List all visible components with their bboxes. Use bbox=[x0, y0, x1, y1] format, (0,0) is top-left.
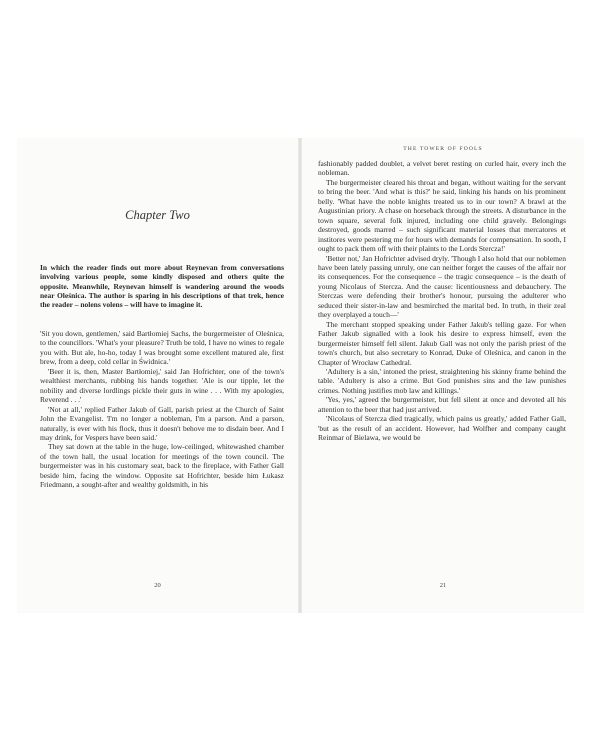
page-number-left: 20 bbox=[154, 582, 161, 589]
paragraph: 'Nicolaus of Stercza died tragically, which pains us greatly,' added Father Gall, 'but as the result of an accident. However, had Wolfher and company caught Reinmar of Bielawa, we would be bbox=[318, 414, 566, 443]
paragraph: 'Adultery is a sin,' intoned the priest, straightening his skinny frame behind the table. 'Adultery is also a crime. But God punishes sins and the law punishes crimes. Nothing justifies mob law and killings.' bbox=[318, 366, 566, 395]
paragraph: 'Yes, yes,' agreed the burgermeister, but fell silent at once and devoted all his attention to the beer that had just arrived. bbox=[318, 395, 566, 414]
right-body-text bbox=[318, 159, 566, 443]
paragraph: They sat down at the table in the huge, low-ceilinged, whitewashed chamber of the town hall, the usual location for meetings of the town council. The burgermeister was in his customary seat, back to the fireplace, with Father Gall beside him, facing the window. Opposite sat Hofrichter, beside him Łukasz Friedmann, a sought-after and wealthy goldsmith, in his bbox=[40, 442, 284, 490]
left-page bbox=[17, 138, 298, 613]
paragraph: 'Better not,' Jan Hofrichter advised dryly. 'Though I also hold that our noblemen have been lately passing unruly, one can neither forget the causes of the affair nor its consequences. For the consequence – the tragic consequence – is the death of young Nicolaus of Stercza. And the cause: licentiousness and debauchery. The Sterczas were defending their brother's honour, pursuing the adulterer who seduced their sister-in-law and besmirched the marital bed. In truth, in their zeal they overplayed a touch—' bbox=[318, 253, 566, 320]
chapter-title: Chapter Two bbox=[125, 208, 190, 222]
chapter-synopsis: In which the reader finds out more about Reynevan from conversations involving various people, some kindly disposed and others quite the opposite. Meanwhile, Reynevan himself is wandering around the woods near Oleśnica. The author is sparing in his descriptions of that trek, hence the reader – nolens volens – will have to imagine it. bbox=[40, 263, 284, 310]
paragraph: 'Sit you down, gentlemen,' said Bartłomiej Sachs, the burgermeister of Oleśnica, to the councillors. 'What's your pleasure? Truth be told, I have no wines to regale you with. But ale, ho-ho, today I was brought some excellent matured ale, first brew, from a deep, cold cellar in Świdnica.' bbox=[40, 329, 284, 367]
paragraph: The merchant stopped speaking under Father Jakub's telling gaze. For when Father Jakub signalled with a look his desire to express himself, even the burgermeister himself fell silent. Jakub Gall was not only the parish priest of the town's church, but also secretary to Konrad, Duke of Oleśnica, and canon in the Chapter of Wrocław Cathedral. bbox=[318, 319, 566, 367]
paragraph: 'Not at all,' replied Father Jakub of Gall, parish priest at the Church of Saint John the Evangelist. 'I'm no longer a nobleman, I'm a parson. And a parson, naturally, is ever with his flock, thus it doesn't behove me to disdain beer. And I may drink, for Vespers have been said.' bbox=[40, 404, 284, 442]
page-number-right: 21 bbox=[439, 582, 447, 589]
running-head: THE TOWER OF FOOLS bbox=[403, 146, 483, 152]
right-page bbox=[302, 138, 584, 613]
paragraph: fashionably padded doublet, a velvet beret resting on curled hair, every inch the nobleman. bbox=[318, 159, 566, 178]
left-body-text bbox=[40, 329, 284, 490]
paragraph: 'Beer it is, then, Master Bartłomiej,' said Jan Hofrichter, one of the town's wealthiest merchants, rubbing his hands together. 'Ale is our tipple, let the nobility and diverse lordlings pickle their guts in wine . . . With my apologies, Reverend . . .' bbox=[40, 366, 284, 405]
paragraph: The burgermeister cleared his throat and began, without waiting for the servant to bring the beer. 'And what is this?' he said, linking his hands on his prominent belly. 'What have the noble knights treated us to in our town? A brawl at the Augustinian priory. A chase on horseback through the streets. A disturbance in the town square, several folk injured, including one child gravely. Belongings destroyed, goods marred – such significant material losses that mercatores et institores were pestering me for hours with demands for compensation. In sooth, I ought to pack them off with their plaints to the Lords Stercza!' bbox=[318, 177, 566, 254]
